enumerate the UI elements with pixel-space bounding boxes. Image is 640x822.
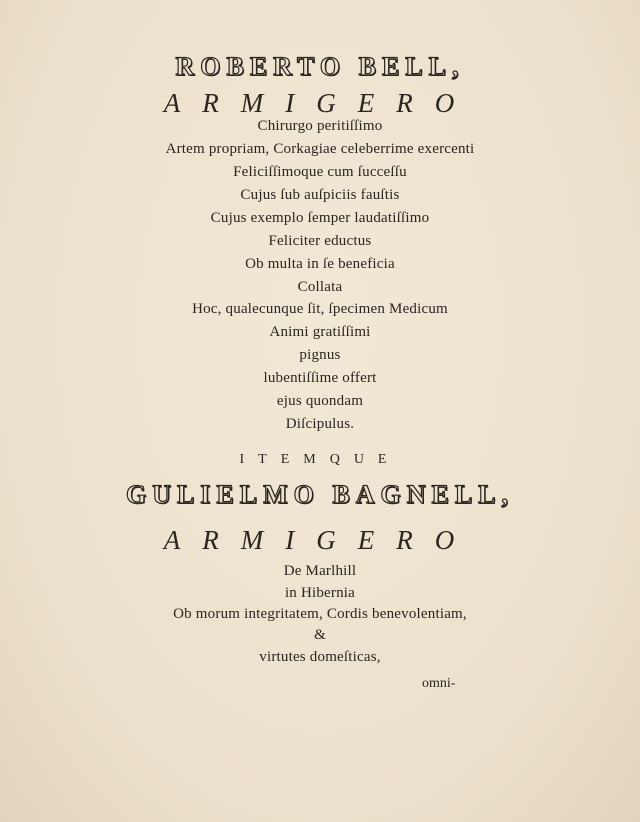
dedication-line: virtutes domeſticas, — [259, 649, 381, 665]
dedicatee-title-2: ARMIGERO — [163, 525, 477, 555]
dedication-line: Ob multa in ſe beneficia — [245, 256, 395, 272]
dedication-line: Chirurgo peritiſſimo — [257, 118, 383, 134]
dedication-line: Collata — [297, 279, 343, 295]
dedication-line: Cujus ſub auſpiciis fauſtis — [240, 187, 400, 203]
dedicatee-name-bagnell: GULIELMO BAGNELL, — [125, 480, 515, 509]
dedication-line: Animi gratiſſimi — [269, 324, 371, 340]
dedication-line: & — [314, 627, 326, 643]
dedication-line: Feliciter eductus — [268, 233, 372, 249]
dedication-line: Feliciſſimoque cum ſucceſſu — [233, 164, 407, 180]
dedication-line: Diſcipulus. — [285, 416, 355, 432]
dedication-line: Hoc, qualecunque ſit, ſpecimen Medicum — [192, 301, 448, 317]
dedication-line: pignus — [299, 347, 341, 363]
dedicatee-title-1: ARMIGERO — [163, 88, 477, 118]
dedication-line: ejus quondam — [276, 393, 364, 409]
dedication-line: in Hibernia — [284, 585, 356, 601]
catchword: omni- — [422, 676, 456, 691]
separator-itemque: ITEMQUE — [239, 452, 401, 467]
dedication-line: Cujus exemplo ſemper laudatiſſimo — [210, 210, 430, 226]
dedication-line: lubentiſſime offert — [263, 370, 377, 386]
dedication-line: De Marlhill — [283, 563, 357, 579]
dedicatee-name-bell: ROBERTO BELL, — [175, 52, 465, 81]
dedication-line: Artem propriam, Corkagiae celeberrime exercenti — [165, 141, 475, 157]
dedication-line: Ob morum integritatem, Cordis benevolentiam, — [173, 606, 467, 622]
